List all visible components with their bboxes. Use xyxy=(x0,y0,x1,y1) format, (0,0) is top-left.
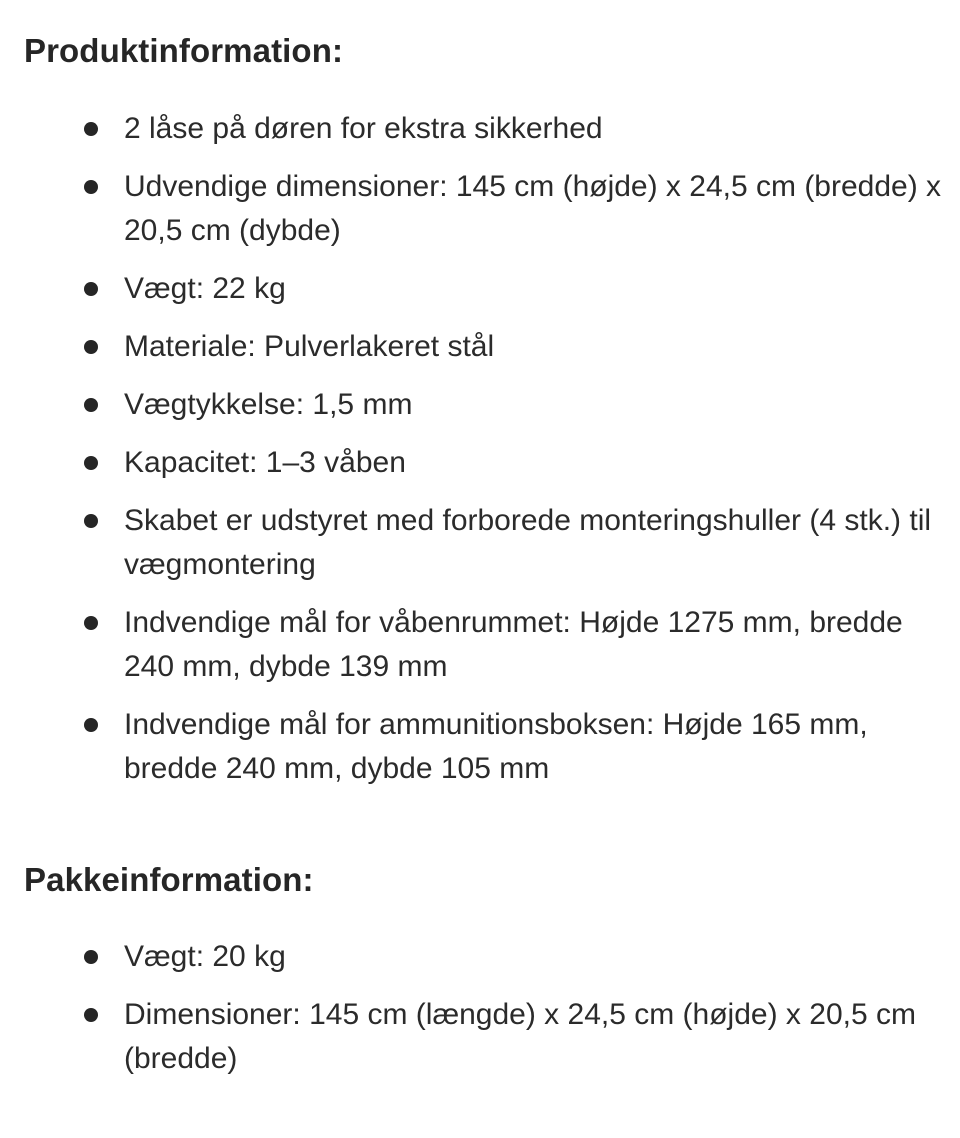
list-item xyxy=(24,383,960,427)
list-item-text: Vægt: 22 kg xyxy=(124,272,286,305)
list-item xyxy=(24,601,960,689)
list-item xyxy=(24,441,960,485)
bullet-dot-icon xyxy=(84,180,98,194)
bullet-dot-icon xyxy=(84,950,98,964)
bullet-dot-icon xyxy=(84,718,98,732)
bullet-dot-icon xyxy=(84,340,98,354)
list-item-text: Vægtykkelse: 1,5 mm xyxy=(124,388,413,421)
list-item xyxy=(24,107,960,151)
list-item xyxy=(24,267,960,311)
bullet-dot-icon xyxy=(84,1008,98,1022)
list-item-text: 2 låse på døren for ekstra sikkerhed xyxy=(124,112,603,145)
list-item xyxy=(24,499,960,587)
list-item xyxy=(24,935,960,979)
list-item xyxy=(24,325,960,369)
list-item xyxy=(24,165,960,253)
list-item-text: Dimensioner: 145 cm (længde) x 24,5 cm (højde) x 20,5 cm (bredde) xyxy=(124,998,916,1075)
bullet-dot-icon xyxy=(84,122,98,136)
bullet-dot-icon xyxy=(84,514,98,528)
bullet-dot-icon xyxy=(84,456,98,470)
list-item-text: Vægt: 20 kg xyxy=(124,940,286,973)
pakke-heading: Pakkeinformation: xyxy=(24,861,314,898)
list-item-text: Skabet er udstyret med forborede monteringshuller (4 stk.) til vægmontering xyxy=(124,504,932,581)
list-item-text: Kapacitet: 1–3 våben xyxy=(124,446,406,479)
list-item-text: Materiale: Pulverlakeret stål xyxy=(124,330,495,363)
bullet-dot-icon xyxy=(84,398,98,412)
list-item-text: Udvendige dimensioner: 145 cm (højde) x 24,5 cm (bredde) x 20,5 cm (dybde) xyxy=(124,170,942,247)
bullet-dot-icon xyxy=(84,282,98,296)
produkt-list xyxy=(24,107,960,791)
list-item xyxy=(24,703,960,791)
bullet-dot-icon xyxy=(84,616,98,630)
list-item-text: Indvendige mål for våbenrummet: Højde 1275 mm, bredde 240 mm, dybde 139 mm xyxy=(124,606,903,683)
list-item-text: Indvendige mål for ammunitionsboksen: Højde 165 mm, bredde 240 mm, dybde 105 mm xyxy=(124,708,868,785)
pakke-list xyxy=(24,935,960,1081)
list-item xyxy=(24,993,960,1081)
produkt-heading: Produktinformation: xyxy=(24,32,344,69)
